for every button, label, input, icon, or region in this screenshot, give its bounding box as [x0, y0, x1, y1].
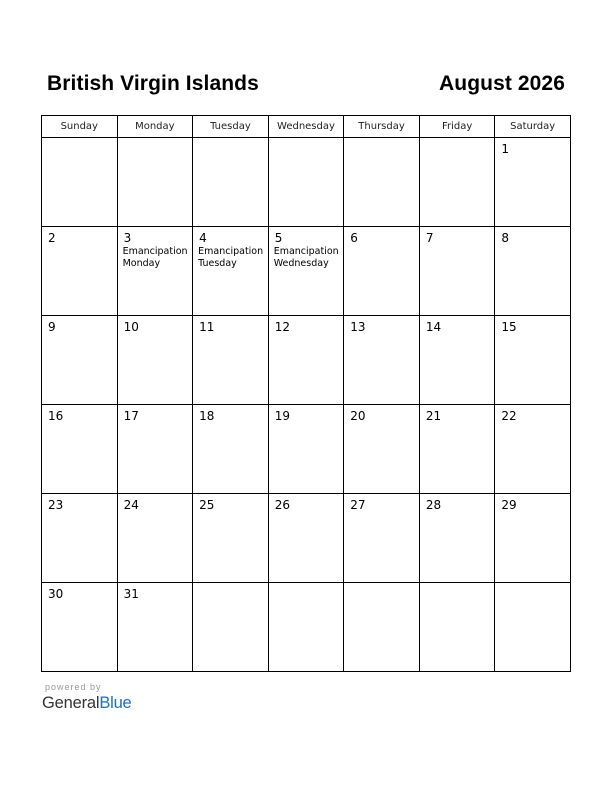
day-cell	[42, 227, 118, 316]
calendar-header	[47, 70, 565, 98]
day-cell	[268, 405, 344, 494]
day-number: 12	[274, 320, 290, 334]
day-number: 31	[123, 587, 139, 601]
day-cell	[344, 583, 420, 672]
calendar-grid	[41, 115, 571, 672]
week-row	[42, 316, 571, 405]
day-cell	[344, 138, 420, 227]
day-number: 24	[123, 498, 139, 512]
day-number: 10	[123, 320, 139, 334]
day-number: 3	[123, 231, 132, 245]
day-number: 30	[48, 587, 64, 601]
day-cell	[193, 405, 269, 494]
day-cell	[268, 316, 344, 405]
day-number: 28	[425, 498, 442, 512]
day-cell	[268, 227, 344, 316]
day-number: 4	[199, 231, 207, 245]
week-row	[42, 494, 571, 583]
day-cell	[495, 405, 571, 494]
day-number: 16	[48, 409, 64, 423]
day-cell	[193, 316, 269, 405]
day-number: 15	[501, 320, 517, 334]
day-cell	[495, 494, 571, 583]
day-cell	[268, 494, 344, 583]
day-number: 26	[274, 498, 290, 512]
day-number: 29	[501, 498, 517, 512]
holiday-label: Emancipation Tuesday	[198, 246, 264, 269]
weekday-friday: Friday	[419, 116, 495, 138]
month-year-title: August 2026	[439, 72, 565, 95]
day-cell	[344, 405, 420, 494]
day-number	[269, 138, 344, 142]
holiday-label: Emancipation Monday	[122, 246, 188, 269]
day-number: 5	[274, 231, 283, 245]
day-cell	[42, 494, 118, 583]
day-cell	[193, 583, 269, 672]
day-number: 20	[350, 409, 366, 423]
week-row	[42, 405, 571, 494]
day-number	[193, 138, 268, 142]
day-cell	[344, 227, 420, 316]
day-cell	[193, 138, 269, 227]
day-cell	[419, 316, 495, 405]
weekday-wednesday: Wednesday	[268, 116, 344, 138]
holiday-label: Emancipation Wednesday	[273, 246, 339, 269]
brand-blue-text: Blue	[99, 694, 132, 712]
day-number	[269, 583, 344, 587]
country-title: British Virgin Islands	[47, 72, 259, 95]
day-cell	[495, 227, 571, 316]
weekday-sunday: Sunday	[42, 116, 118, 138]
day-number	[420, 583, 495, 587]
brand-general-text: General	[42, 694, 100, 712]
day-cell	[117, 316, 193, 405]
day-number: 11	[199, 320, 215, 334]
day-cell	[117, 583, 193, 672]
day-cell	[42, 583, 118, 672]
day-number: 27	[350, 498, 366, 512]
day-number: 18	[199, 409, 215, 423]
day-cell	[419, 494, 495, 583]
day-number: 25	[199, 498, 215, 512]
day-cell	[495, 138, 571, 227]
footer	[42, 682, 132, 713]
day-cell	[495, 583, 571, 672]
day-number	[344, 138, 419, 142]
day-cell	[268, 138, 344, 227]
week-row	[42, 138, 571, 227]
day-cell	[117, 405, 193, 494]
day-number: 2	[48, 231, 56, 245]
day-number	[193, 583, 268, 587]
day-number: 19	[274, 409, 290, 423]
day-number	[495, 583, 570, 587]
day-number: 14	[425, 320, 442, 334]
day-number: 23	[48, 498, 64, 512]
day-number: 1	[501, 142, 510, 156]
weekday-monday: Monday	[117, 116, 193, 138]
day-cell	[42, 316, 118, 405]
day-cell	[42, 405, 118, 494]
weekday-header-row	[42, 116, 571, 138]
day-number: 13	[350, 320, 366, 334]
day-cell	[117, 227, 193, 316]
day-cell	[344, 494, 420, 583]
day-number: 7	[425, 231, 434, 245]
powered-by-text: powered by	[45, 682, 102, 692]
day-cell	[193, 227, 269, 316]
weekday-thursday: Thursday	[344, 116, 420, 138]
week-row	[42, 227, 571, 316]
day-number: 8	[501, 231, 510, 245]
day-number	[42, 138, 117, 142]
weekday-saturday: Saturday	[495, 116, 571, 138]
generalblue-logo[interactable]	[42, 694, 132, 713]
day-number: 17	[123, 409, 139, 423]
day-cell	[419, 405, 495, 494]
day-cell	[495, 316, 571, 405]
week-row	[42, 583, 571, 672]
day-cell	[117, 138, 193, 227]
day-cell	[419, 227, 495, 316]
day-number: 21	[425, 409, 442, 423]
day-cell	[419, 583, 495, 672]
day-number	[344, 583, 419, 587]
day-number	[118, 138, 193, 142]
day-number: 9	[48, 320, 56, 334]
day-cell	[344, 316, 420, 405]
day-cell	[419, 138, 495, 227]
day-cell	[42, 138, 118, 227]
day-number	[420, 138, 495, 142]
day-cell	[117, 494, 193, 583]
weekday-tuesday: Tuesday	[193, 116, 269, 138]
day-cell	[268, 583, 344, 672]
day-number: 22	[501, 409, 517, 423]
day-cell	[193, 494, 269, 583]
day-number: 6	[350, 231, 358, 245]
